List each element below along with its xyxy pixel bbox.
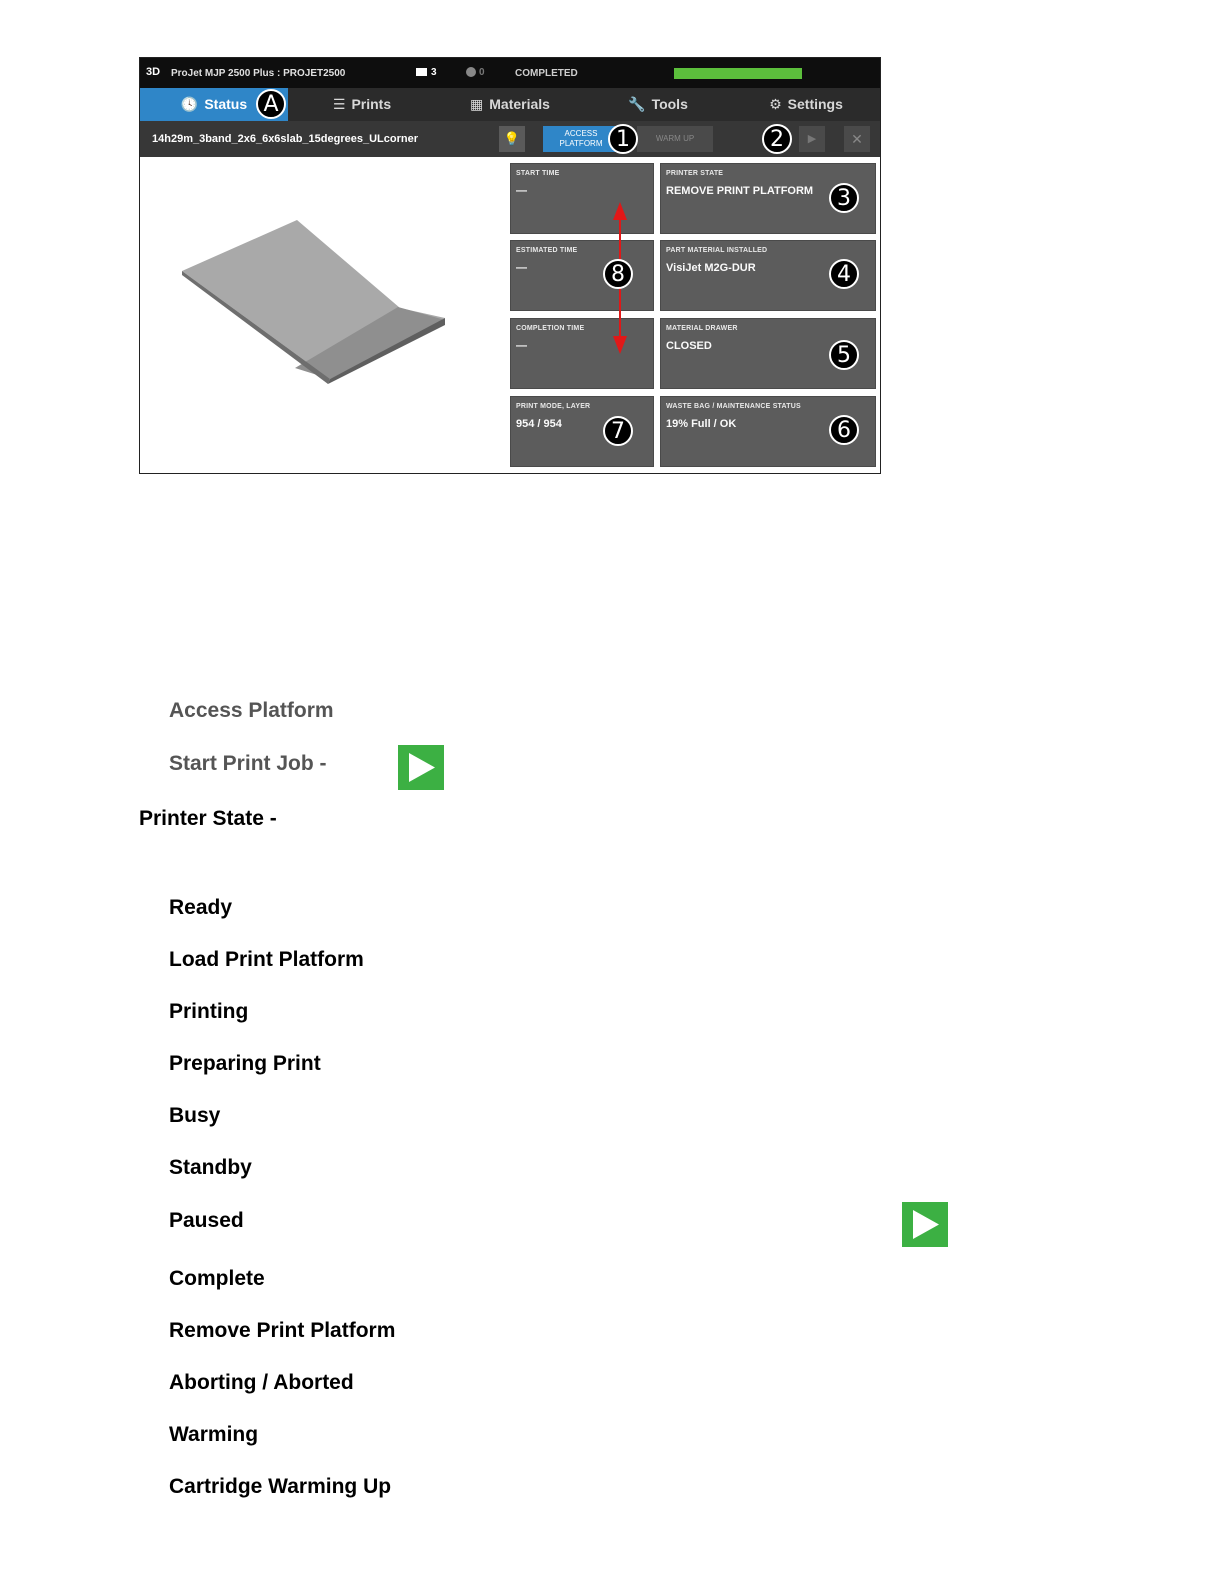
tab-prints[interactable] bbox=[288, 88, 436, 121]
tile-label: MATERIAL DRAWER bbox=[666, 325, 738, 332]
tile-label: WASTE BAG / MAINTENANCE STATUS bbox=[666, 403, 801, 410]
materials-icon: ▦ bbox=[470, 96, 484, 112]
tab-materials-label: Materials bbox=[489, 96, 550, 112]
tile-value: 19% Full / OK bbox=[666, 418, 737, 430]
tile-value: VisiJet M2G-DUR bbox=[666, 262, 756, 274]
lightbulb-icon: 💡 bbox=[503, 131, 521, 146]
callout-1: 1 bbox=[608, 124, 638, 154]
tab-tools-label: Tools bbox=[651, 96, 688, 112]
callout-3: 3 bbox=[829, 183, 859, 213]
start-print-play-icon bbox=[398, 745, 444, 790]
messages-indicator[interactable] bbox=[416, 67, 437, 78]
tile-value: — bbox=[516, 262, 527, 274]
arrow-up-head bbox=[613, 202, 627, 220]
printer-name: ProJet MJP 2500 Plus : PROJET2500 bbox=[171, 68, 346, 79]
state-standby: Standby bbox=[169, 1156, 252, 1179]
status-bar bbox=[140, 58, 880, 88]
build-preview bbox=[140, 157, 510, 474]
start-print-button[interactable] bbox=[799, 126, 825, 152]
warm-up-button[interactable]: WARM UP bbox=[637, 126, 713, 152]
state-load-print-platform: Load Print Platform bbox=[169, 948, 364, 971]
access-platform-heading: Access Platform bbox=[169, 699, 334, 722]
printer-state-heading: Printer State - bbox=[139, 807, 277, 830]
tab-tools[interactable] bbox=[584, 88, 732, 121]
wrench-icon: 🔧 bbox=[628, 96, 646, 112]
tile-label: COMPLETION TIME bbox=[516, 325, 585, 332]
alert-icon bbox=[466, 67, 476, 77]
state-preparing-print: Preparing Print bbox=[169, 1052, 321, 1075]
part-model-image bbox=[140, 157, 510, 474]
state-remove-print-platform: Remove Print Platform bbox=[169, 1319, 396, 1342]
part-top-face bbox=[182, 220, 445, 379]
tile-label: START TIME bbox=[516, 170, 560, 177]
cancel-button[interactable] bbox=[844, 126, 870, 152]
start-print-job-heading: Start Print Job - bbox=[169, 752, 327, 775]
main-nav bbox=[140, 88, 880, 121]
callout-5: 5 bbox=[829, 340, 859, 370]
tab-prints-label: Prints bbox=[351, 96, 392, 112]
3d-systems-logo-icon: 3D bbox=[146, 66, 161, 78]
access-platform-line2: PLATFORM bbox=[559, 139, 603, 148]
callout-8: 8 bbox=[603, 259, 633, 289]
envelope-icon bbox=[416, 68, 427, 76]
state-aborting-aborted: Aborting / Aborted bbox=[169, 1371, 354, 1394]
tile-value: — bbox=[516, 185, 527, 197]
state-ready: Ready bbox=[169, 896, 233, 919]
printer-screen-screenshot bbox=[139, 57, 881, 474]
tab-status-label: Status bbox=[204, 96, 248, 112]
messages-count: 3 bbox=[431, 67, 437, 78]
tab-settings[interactable] bbox=[732, 88, 880, 121]
callout-6: 6 bbox=[829, 415, 859, 445]
tile-value: CLOSED bbox=[666, 340, 712, 352]
tile-value: 954 / 954 bbox=[516, 418, 562, 430]
alerts-count: 0 bbox=[479, 67, 485, 78]
callout-4: 4 bbox=[829, 259, 859, 289]
light-button[interactable] bbox=[499, 126, 525, 152]
access-platform-line1: ACCESS bbox=[564, 129, 598, 138]
state-paused: Paused bbox=[169, 1209, 244, 1232]
close-icon: ✕ bbox=[851, 131, 863, 147]
state-cartridge-warming-up: Cartridge Warming Up bbox=[169, 1475, 392, 1498]
state-warming: Warming bbox=[169, 1423, 259, 1446]
callout-7: 7 bbox=[603, 416, 633, 446]
callout-a: A bbox=[256, 89, 286, 119]
tab-materials[interactable] bbox=[436, 88, 584, 121]
gear-icon: ⚙ bbox=[769, 96, 782, 112]
job-progress-bar bbox=[674, 68, 802, 79]
state-busy: Busy bbox=[169, 1104, 221, 1127]
state-complete: Complete bbox=[169, 1267, 265, 1290]
tile-label: PART MATERIAL INSTALLED bbox=[666, 247, 768, 254]
tile-label: PRINTER STATE bbox=[666, 170, 724, 177]
tile-value: REMOVE PRINT PLATFORM bbox=[666, 185, 814, 197]
tile-label: ESTIMATED TIME bbox=[516, 247, 578, 254]
play-icon: ▶ bbox=[807, 133, 817, 145]
callout-2: 2 bbox=[762, 124, 792, 154]
paused-play-icon bbox=[902, 1202, 948, 1247]
list-icon: ☰ bbox=[332, 96, 346, 112]
alerts-indicator[interactable] bbox=[466, 67, 485, 78]
tile-value: — bbox=[516, 340, 527, 352]
tile-label: PRINT MODE, LAYER bbox=[516, 403, 591, 410]
state-printing: Printing bbox=[169, 1000, 249, 1023]
job-progress-fill bbox=[674, 68, 802, 79]
tab-settings-label: Settings bbox=[787, 96, 843, 112]
arrow-down-head bbox=[613, 336, 627, 354]
job-state-text: COMPLETED bbox=[515, 68, 578, 79]
clock-icon: 🕓 bbox=[180, 96, 199, 112]
job-name: 14h29m_3band_2x6_6x6slab_15degrees_ULcorner bbox=[152, 133, 418, 145]
